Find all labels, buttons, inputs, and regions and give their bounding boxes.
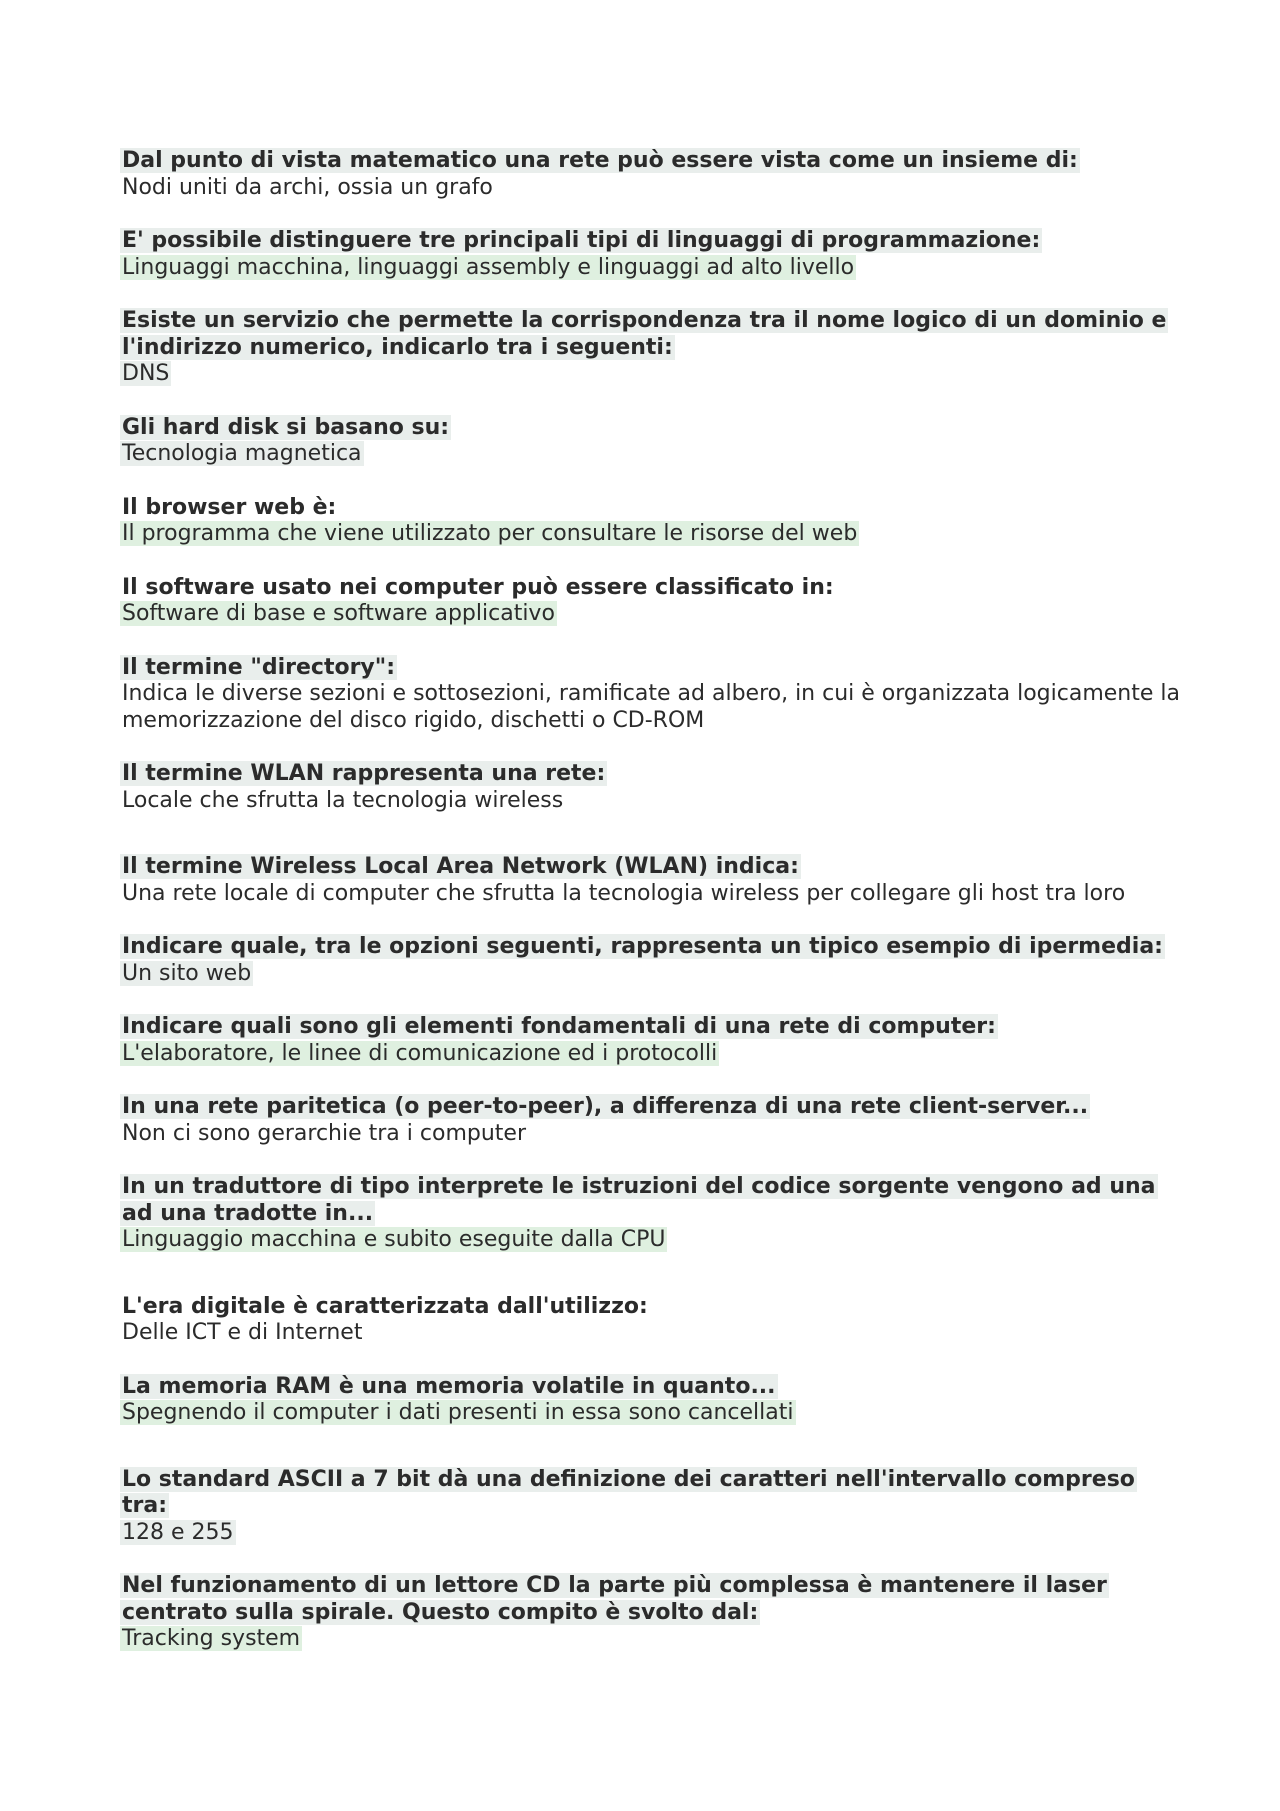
- question-text: Nel funzionamento di un lettore CD la parte più complessa è mantenere il laser centrato sulla spirale. Questo compito è svolto dal:: [122, 1573, 1107, 1625]
- qa-item: [120, 1294, 1180, 1347]
- question: [120, 761, 1180, 788]
- answer-text: Locale che sfrutta la tecnologia wireless: [122, 787, 564, 813]
- qa-item: [120, 934, 1180, 987]
- qa-item: [120, 495, 1180, 548]
- question: [120, 854, 1180, 881]
- question-text: Gli hard disk si basano su:: [122, 414, 450, 440]
- answer-text: Software di base e software applicativo: [122, 601, 555, 626]
- qa-item: [120, 1573, 1180, 1653]
- question: [120, 1174, 1180, 1227]
- answer: [120, 788, 1180, 815]
- question: [120, 575, 1180, 602]
- question-text: Lo standard ASCII a 7 bit dà una definizione dei caratteri nell'intervallo compreso tra:: [122, 1466, 1135, 1518]
- qa-item: [120, 1014, 1180, 1067]
- question: [120, 1573, 1180, 1626]
- qa-item: [120, 1174, 1180, 1254]
- answer: [120, 1520, 1180, 1547]
- qa-item: [120, 655, 1180, 735]
- question-text: L'era digitale è caratterizzata dall'utilizzo:: [122, 1293, 648, 1319]
- question: [120, 1294, 1180, 1321]
- question-text: Il software usato nei computer può essere classificato in:: [122, 574, 834, 600]
- question: [120, 1014, 1180, 1041]
- qa-item: [120, 575, 1180, 628]
- question: [120, 495, 1180, 522]
- question: [120, 1467, 1180, 1520]
- answer-text: Tecnologia magnetica: [122, 441, 362, 466]
- answer: [120, 441, 1180, 468]
- answer: [120, 1227, 1180, 1254]
- question-text: Indicare quali sono gli elementi fondamentali di una rete di computer:: [122, 1014, 996, 1039]
- qa-item: [120, 1094, 1180, 1147]
- question: [120, 1094, 1180, 1121]
- question-text: La memoria RAM è una memoria volatile in quanto...: [122, 1373, 776, 1399]
- question-text: E' possibile distinguere tre principali tipi di linguaggi di programmazione:: [122, 228, 1041, 253]
- answer: [120, 1400, 1180, 1427]
- question-text: Esiste un servizio che permette la corrispondenza tra il nome logico di un dominio e l'indirizzo numerico, indicarlo tra i seguenti:: [122, 308, 1167, 360]
- question: [120, 415, 1180, 442]
- answer: [120, 255, 1180, 282]
- question: [120, 308, 1180, 361]
- qa-item: [120, 761, 1180, 814]
- question-text: Il termine WLAN rappresenta una rete:: [122, 761, 606, 786]
- answer-text: 128 e 255: [122, 1519, 234, 1545]
- qa-item: [120, 1467, 1180, 1547]
- qa-item: [120, 1374, 1180, 1427]
- qa-item: [120, 415, 1180, 468]
- answer-text: Linguaggi macchina, linguaggi assembly e linguaggi ad alto livello: [122, 254, 855, 280]
- answer-text: Una rete locale di computer che sfrutta la tecnologia wireless per collegare gli host tra loro: [122, 880, 1126, 906]
- answer-text: L'elaboratore, le linee di comunicazione ed i protocolli: [122, 1040, 718, 1066]
- document-page: [120, 148, 1180, 1680]
- qa-item: [120, 308, 1180, 388]
- question: [120, 148, 1180, 175]
- answer-text: DNS: [122, 361, 170, 386]
- qa-item: [120, 854, 1180, 907]
- answer-text: Linguaggio macchina e subito eseguite dalla CPU: [122, 1227, 666, 1252]
- answer-text: Indica le diverse sezioni e sottosezioni, ramificate ad albero, in cui è organizzata logicamente la memorizzazione del disco rigido, dischetti o CD-ROM: [122, 681, 1180, 733]
- question-text: Il termine "directory":: [122, 654, 396, 680]
- answer-text: Non ci sono gerarchie tra i computer: [122, 1120, 526, 1146]
- answer-text: Il programma che viene utilizzato per consultare le risorse del web: [122, 521, 858, 546]
- question-text: In una rete paritetica (o peer-to-peer), a differenza di una rete client-server...: [122, 1094, 1089, 1119]
- question: [120, 228, 1180, 255]
- answer-text: Tracking system: [122, 1626, 301, 1651]
- answer: [120, 1121, 1180, 1148]
- answer: [120, 361, 1180, 388]
- question: [120, 934, 1180, 961]
- answer-text: Un sito web: [122, 960, 252, 986]
- question-text: In un traduttore di tipo interprete le istruzioni del codice sorgente vengono ad una ad una tradotte in...: [122, 1174, 1156, 1226]
- question-text: Dal punto di vista matematico una rete può essere vista come un insieme di:: [122, 148, 1078, 173]
- answer: [120, 1041, 1180, 1068]
- answer-text: Delle ICT e di Internet: [122, 1320, 363, 1345]
- answer-text: Nodi uniti da archi, ossia un grafo: [122, 174, 493, 200]
- question-text: Il termine Wireless Local Area Network (WLAN) indica:: [122, 854, 799, 879]
- question-text: Il browser web è:: [122, 494, 337, 520]
- answer: [120, 1320, 1180, 1347]
- qa-item: [120, 148, 1180, 201]
- qa-item: [120, 228, 1180, 281]
- answer: [120, 881, 1180, 908]
- question-text: Indicare quale, tra le opzioni seguenti, rappresenta un tipico esempio di ipermedia:: [122, 934, 1163, 959]
- answer: [120, 521, 1180, 548]
- answer: [120, 961, 1180, 988]
- answer: [120, 1626, 1180, 1653]
- question: [120, 1374, 1180, 1401]
- question: [120, 655, 1180, 682]
- answer: [120, 681, 1180, 734]
- answer: [120, 601, 1180, 628]
- answer: [120, 175, 1180, 202]
- answer-text: Spegnendo il computer i dati presenti in essa sono cancellati: [122, 1400, 794, 1425]
